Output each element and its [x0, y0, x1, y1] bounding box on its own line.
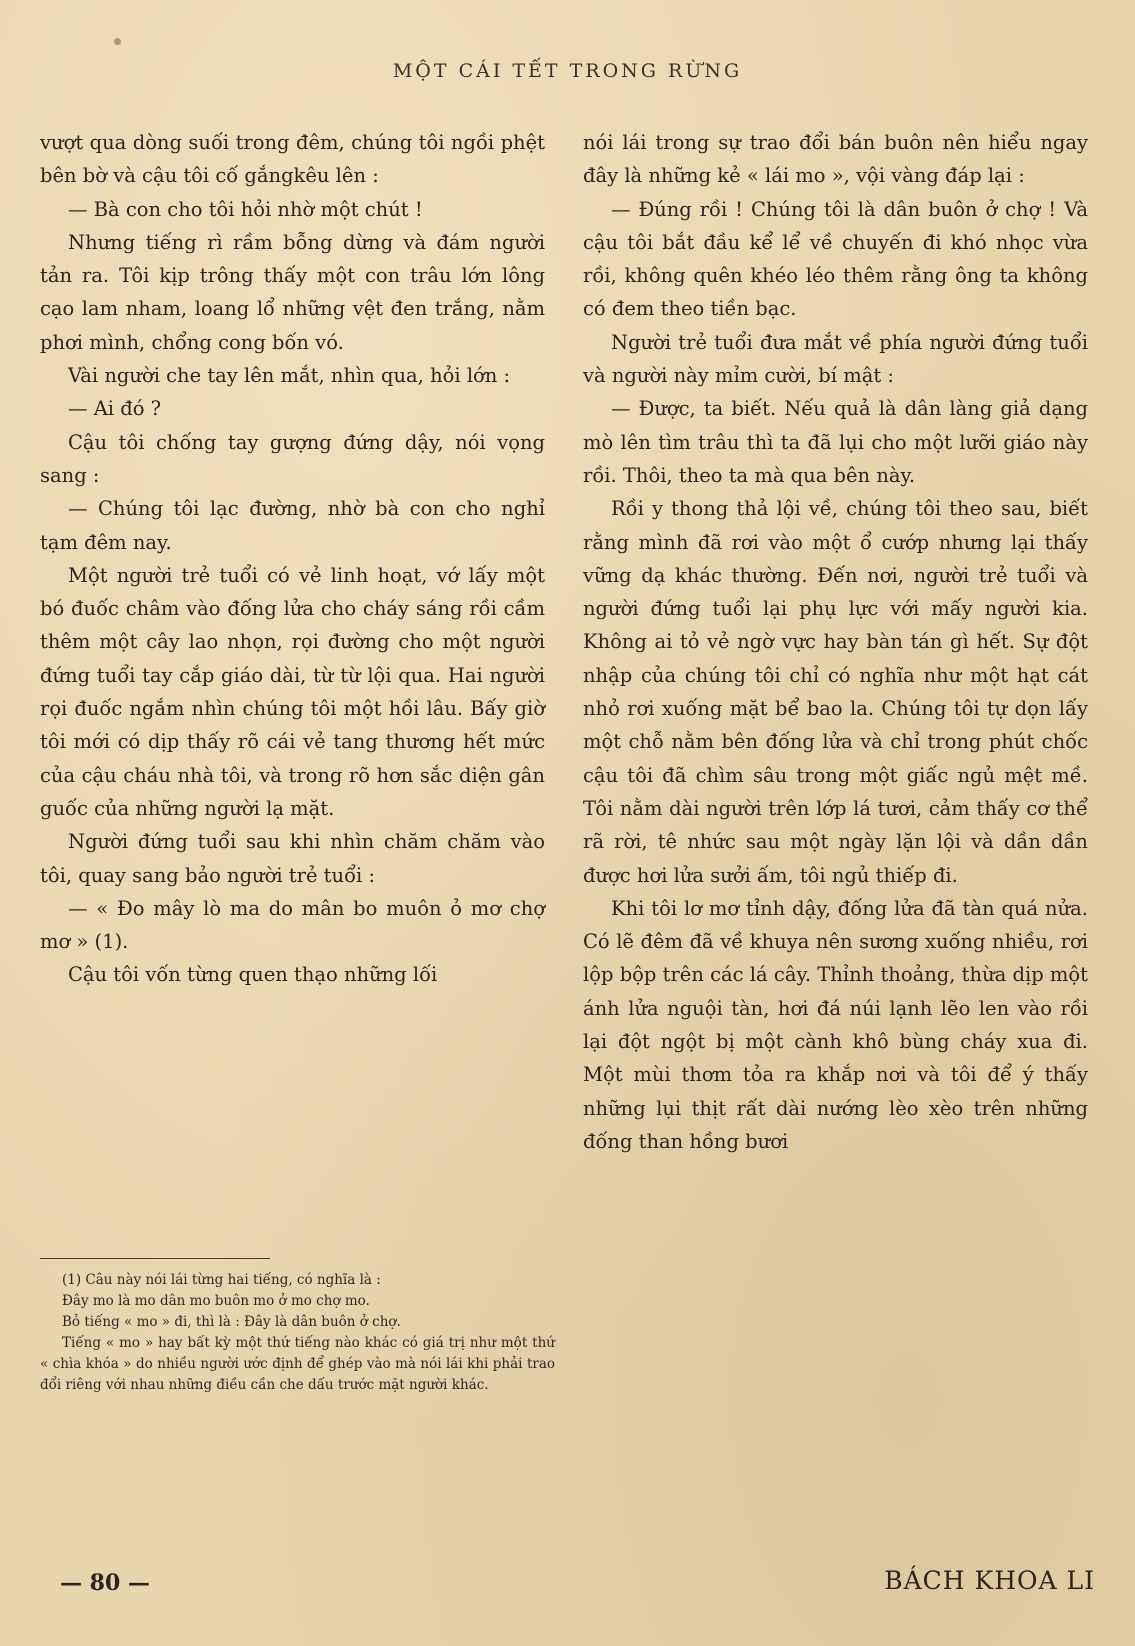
paragraph: Cậu tôi vốn từng quen thạo những lối [68, 963, 438, 987]
paragraph: — Bà con cho tôi hỏi nhờ một chút ! [68, 197, 423, 221]
magazine-name: BÁCH KHOA LI [884, 1566, 1095, 1595]
paragraph: Khi tôi lơ mơ tỉnh dậy, đống lửa đã tàn quá nửa. Có lẽ đêm đã về khuya nên sương xuống nhiều, rơi lộp bộp trên các lá cây. Thỉnh thoảng, thừa dịp một ánh lửa nguội tàn, hơi đá núi lạnh lẽo len vào rồi lại đột ngột bị một cành khô bùng cháy xua đi. Một mùi thơm tỏa ra khắp nơi và tôi để ý thấy những lụi thịt rất dài nướng lèo xèo trên những đống than hồng bươi [583, 896, 1088, 1153]
paragraph: nói lái trong sự trao đổi bán buôn nên hiểu ngay đây là những kẻ « lái mo », vội vàng đáp lại : [583, 131, 1088, 188]
paragraph: Nhưng tiếng rì rầm bỗng dừng và đám người tản ra. Tôi kịp trông thấy một con trâu lớn lông cạo lam nham, loang lổ những vệt đen trắng, nằm phơi mình, chổng cong bốn vó. [40, 230, 545, 354]
paragraph: — Chúng tôi lạc đường, nhờ bà con cho nghỉ tạm đêm nay. [40, 497, 545, 554]
footnote-line: (1) Câu này nói lái từng hai tiếng, có nghĩa là : [62, 1272, 381, 1288]
ink-spot [114, 38, 121, 45]
paragraph: Vài người che tay lên mắt, nhìn qua, hỏi lớn : [68, 364, 511, 388]
paragraph: Một người trẻ tuổi có vẻ linh hoạt, vớ lấy một bó đuốc châm vào đống lửa cho cháy sáng rồi cầm thêm một cây lao nhọn, rọi đường cho một người đứng tuổi tay cắp giáo dài, từ từ lội qua. Hai người rọi đuốc ngắm nhìn chúng tôi một hồi lâu. Bấy giờ tôi mới có dịp thấy rõ cái vẻ tang thương hết mức của cậu cháu nhà tôi, và trong rõ hơn sắc diện gân guốc của những người lạ mặt. [40, 563, 545, 820]
paragraph: vượt qua dòng suối trong đêm, chúng tôi ngồi phệt bên bờ và cậu tôi cố gắngkêu lên : [40, 131, 545, 188]
paragraph: Cậu tôi chống tay gượng đứng dậy, nói vọng sang : [40, 430, 545, 487]
paragraph: — Đúng rồi ! Chúng tôi là dân buôn ở chợ ! Và cậu tôi bắt đầu kể lể về chuyến đi khó nhọc vừa rồi, không quên khéo léo thêm rằng ông ta không có đem theo tiền bạc. [583, 197, 1088, 321]
right-column [583, 126, 1088, 1158]
paragraph: Rồi y thong thả lội về, chúng tôi theo sau, biết rằng mình đã rơi vào một ổ cướp nhưng lại thấy vững dạ khác thường. Đến nơi, người trẻ tuổi và người đứng tuổi lại phụ lực với mấy người kia. Không ai tỏ vẻ ngờ vực hay bàn tán gì hết. Sự đột nhập của chúng tôi chỉ có nghĩa như một hạt cát nhỏ rơi xuống mặt bể bao la. Chúng tôi tự dọn lấy một chỗ nằm bên đống lửa và chỉ trong phút chốc cậu tôi đã chìm sâu trong một giấc ngủ mệt mề. Tôi nằm dài người trên lớp lá tươi, cảm thấy cơ thể rã rời, tê nhức sau một ngày lặn lội và dần dần được hơi lửa sưởi ấm, tôi ngủ thiếp đi. [583, 497, 1088, 887]
footnote-line: Đây mo là mo dân mo buôn mo ở mo chợ mo. [62, 1293, 370, 1309]
left-column [40, 126, 545, 992]
footnote-divider [40, 1258, 270, 1259]
paragraph: Người đứng tuổi sau khi nhìn chăm chăm vào tôi, quay sang bảo người trẻ tuổi : [40, 830, 545, 887]
paragraph: Người trẻ tuổi đưa mắt về phía người đứng tuổi và người này mỉm cười, bí mật : [583, 330, 1088, 388]
running-header: MỘT CÁI TẾT TRONG RỪNG [392, 60, 743, 82]
footnote-line: Tiếng « mo » hay bất kỳ một thứ tiếng nào khác có giá trị như một thứ « chìa khóa » do nhiều người ước định để ghép vào mà nói lái khi phải trao đổi riêng với nhau những điều cần che dấu trước mặt người khác. [40, 1335, 555, 1393]
paragraph: — Được, ta biết. Nếu quả là dân làng giả dạng mò lên tìm trâu thì ta đã lụi cho một lưỡi giáo này rồi. Thôi, theo ta mà qua bên này. [583, 397, 1088, 487]
paragraph: — « Đo mây lò ma do mân bo muôn ỏ mơ chợ mơ » (1). [40, 896, 545, 954]
footnote [40, 1270, 555, 1396]
paragraph: — Ai đó ? [68, 397, 162, 421]
page-number: — 80 — [60, 1570, 150, 1596]
footnote-line: Bỏ tiếng « mo » đi, thì là : Đây là dân buôn ở chợ. [62, 1314, 401, 1330]
